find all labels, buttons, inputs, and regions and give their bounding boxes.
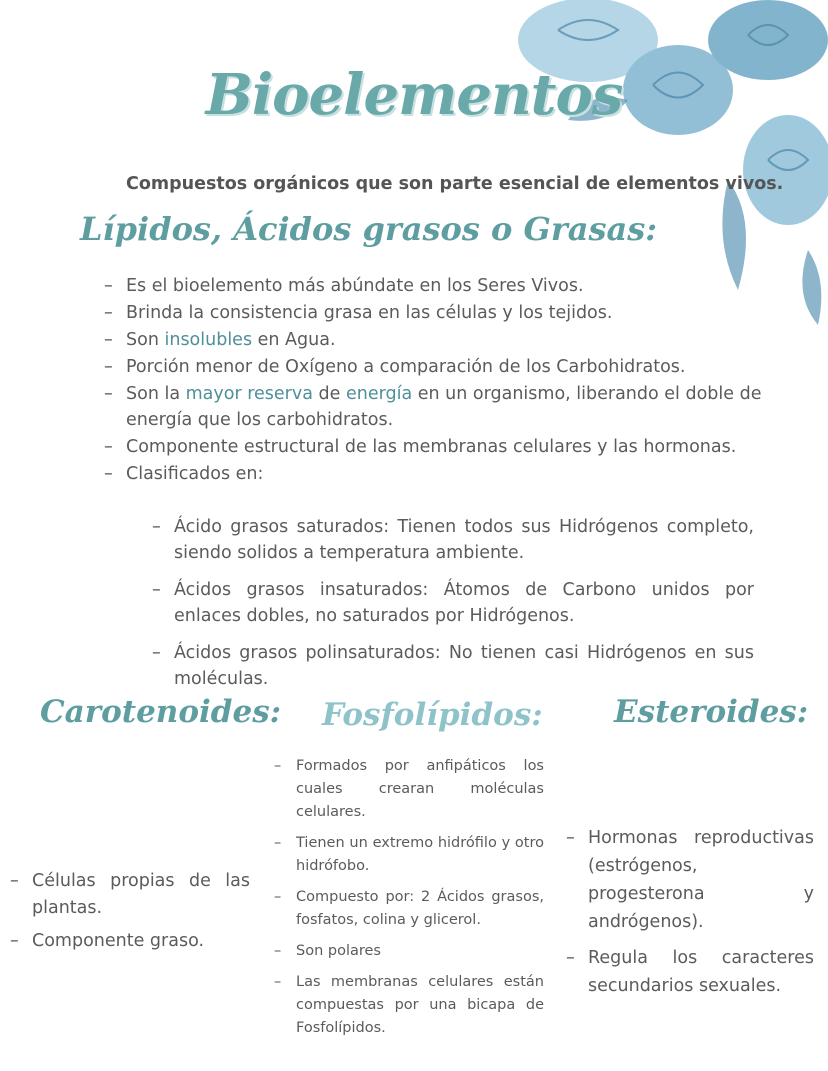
list-item: – Componente estructural de las membranas celulares y las hormonas.: [126, 434, 766, 460]
list-item: – Son la mayor reserva de energía en un organismo, liberando el doble de energía que los carbohidratos.: [126, 381, 766, 433]
list-item: – Hormonas reproductivas (estrógenos, progesterona y andrógenos).: [588, 824, 814, 936]
list-item: – Las membranas celulares están compuestas por una bicapa de Fosfolípidos.: [296, 971, 544, 1040]
list-item: – Ácido grasos saturados: Tienen todos sus Hidrógenos completo, siendo solidos a temperatura ambiente.: [174, 514, 754, 566]
lipidos-heading: Lípidos, Ácidos grasos o Grasas:: [80, 210, 658, 248]
list-item: – Es el bioelemento más abúndate en los Seres Vivos.: [126, 273, 766, 299]
highlight-text: mayor reserva: [185, 384, 313, 404]
lipidos-list: [126, 273, 766, 488]
highlight-text: insolubles: [164, 330, 253, 350]
fosfolipidos-list: [296, 755, 544, 1048]
list-item: – Ácidos grasos insaturados: Átomos de Carbono unidos por enlaces dobles, no saturados por Hidrógenos.: [174, 577, 754, 629]
esteroides-heading: Esteroides:: [614, 694, 809, 730]
list-item: – Formados por anfipáticos los cuales crearan moléculas celulares.: [296, 755, 544, 824]
page-title: Bioelementos: [205, 62, 623, 128]
page-subtitle: Compuestos orgánicos que son parte esencial de elementos vivos.: [126, 174, 784, 194]
carotenoides-heading: Carotenoides:: [40, 694, 282, 730]
list-item: – Regula los caracteres secundarios sexuales.: [588, 944, 814, 1000]
list-item: – Clasificados en:: [126, 461, 766, 487]
list-item: – Células propias de las plantas.: [32, 868, 250, 922]
list-item: – Son polares: [296, 940, 544, 963]
list-item: – Compuesto por: 2 Ácidos grasos, fosfatos, colina y glicerol.: [296, 886, 544, 932]
esteroides-list: [588, 824, 814, 1008]
highlight-text: energía: [345, 384, 413, 404]
list-item: – Ácidos grasos polinsaturados: No tienen casi Hidrógenos en sus moléculas.: [174, 640, 754, 692]
list-item: – Componente graso.: [32, 928, 250, 955]
fatty-acid-types-list: [174, 514, 754, 703]
carotenoides-list: [32, 868, 250, 961]
list-item: – Brinda la consistencia grasa en las células y los tejidos.: [126, 300, 766, 326]
fosfolipidos-heading: Fosfolípidos:: [322, 697, 543, 733]
list-item: – Son insolubles en Agua.: [126, 327, 766, 353]
list-item: – Tienen un extremo hidrófilo y otro hidrófobo.: [296, 832, 544, 878]
list-item: – Porción menor de Oxígeno a comparación de los Carbohidratos.: [126, 354, 766, 380]
